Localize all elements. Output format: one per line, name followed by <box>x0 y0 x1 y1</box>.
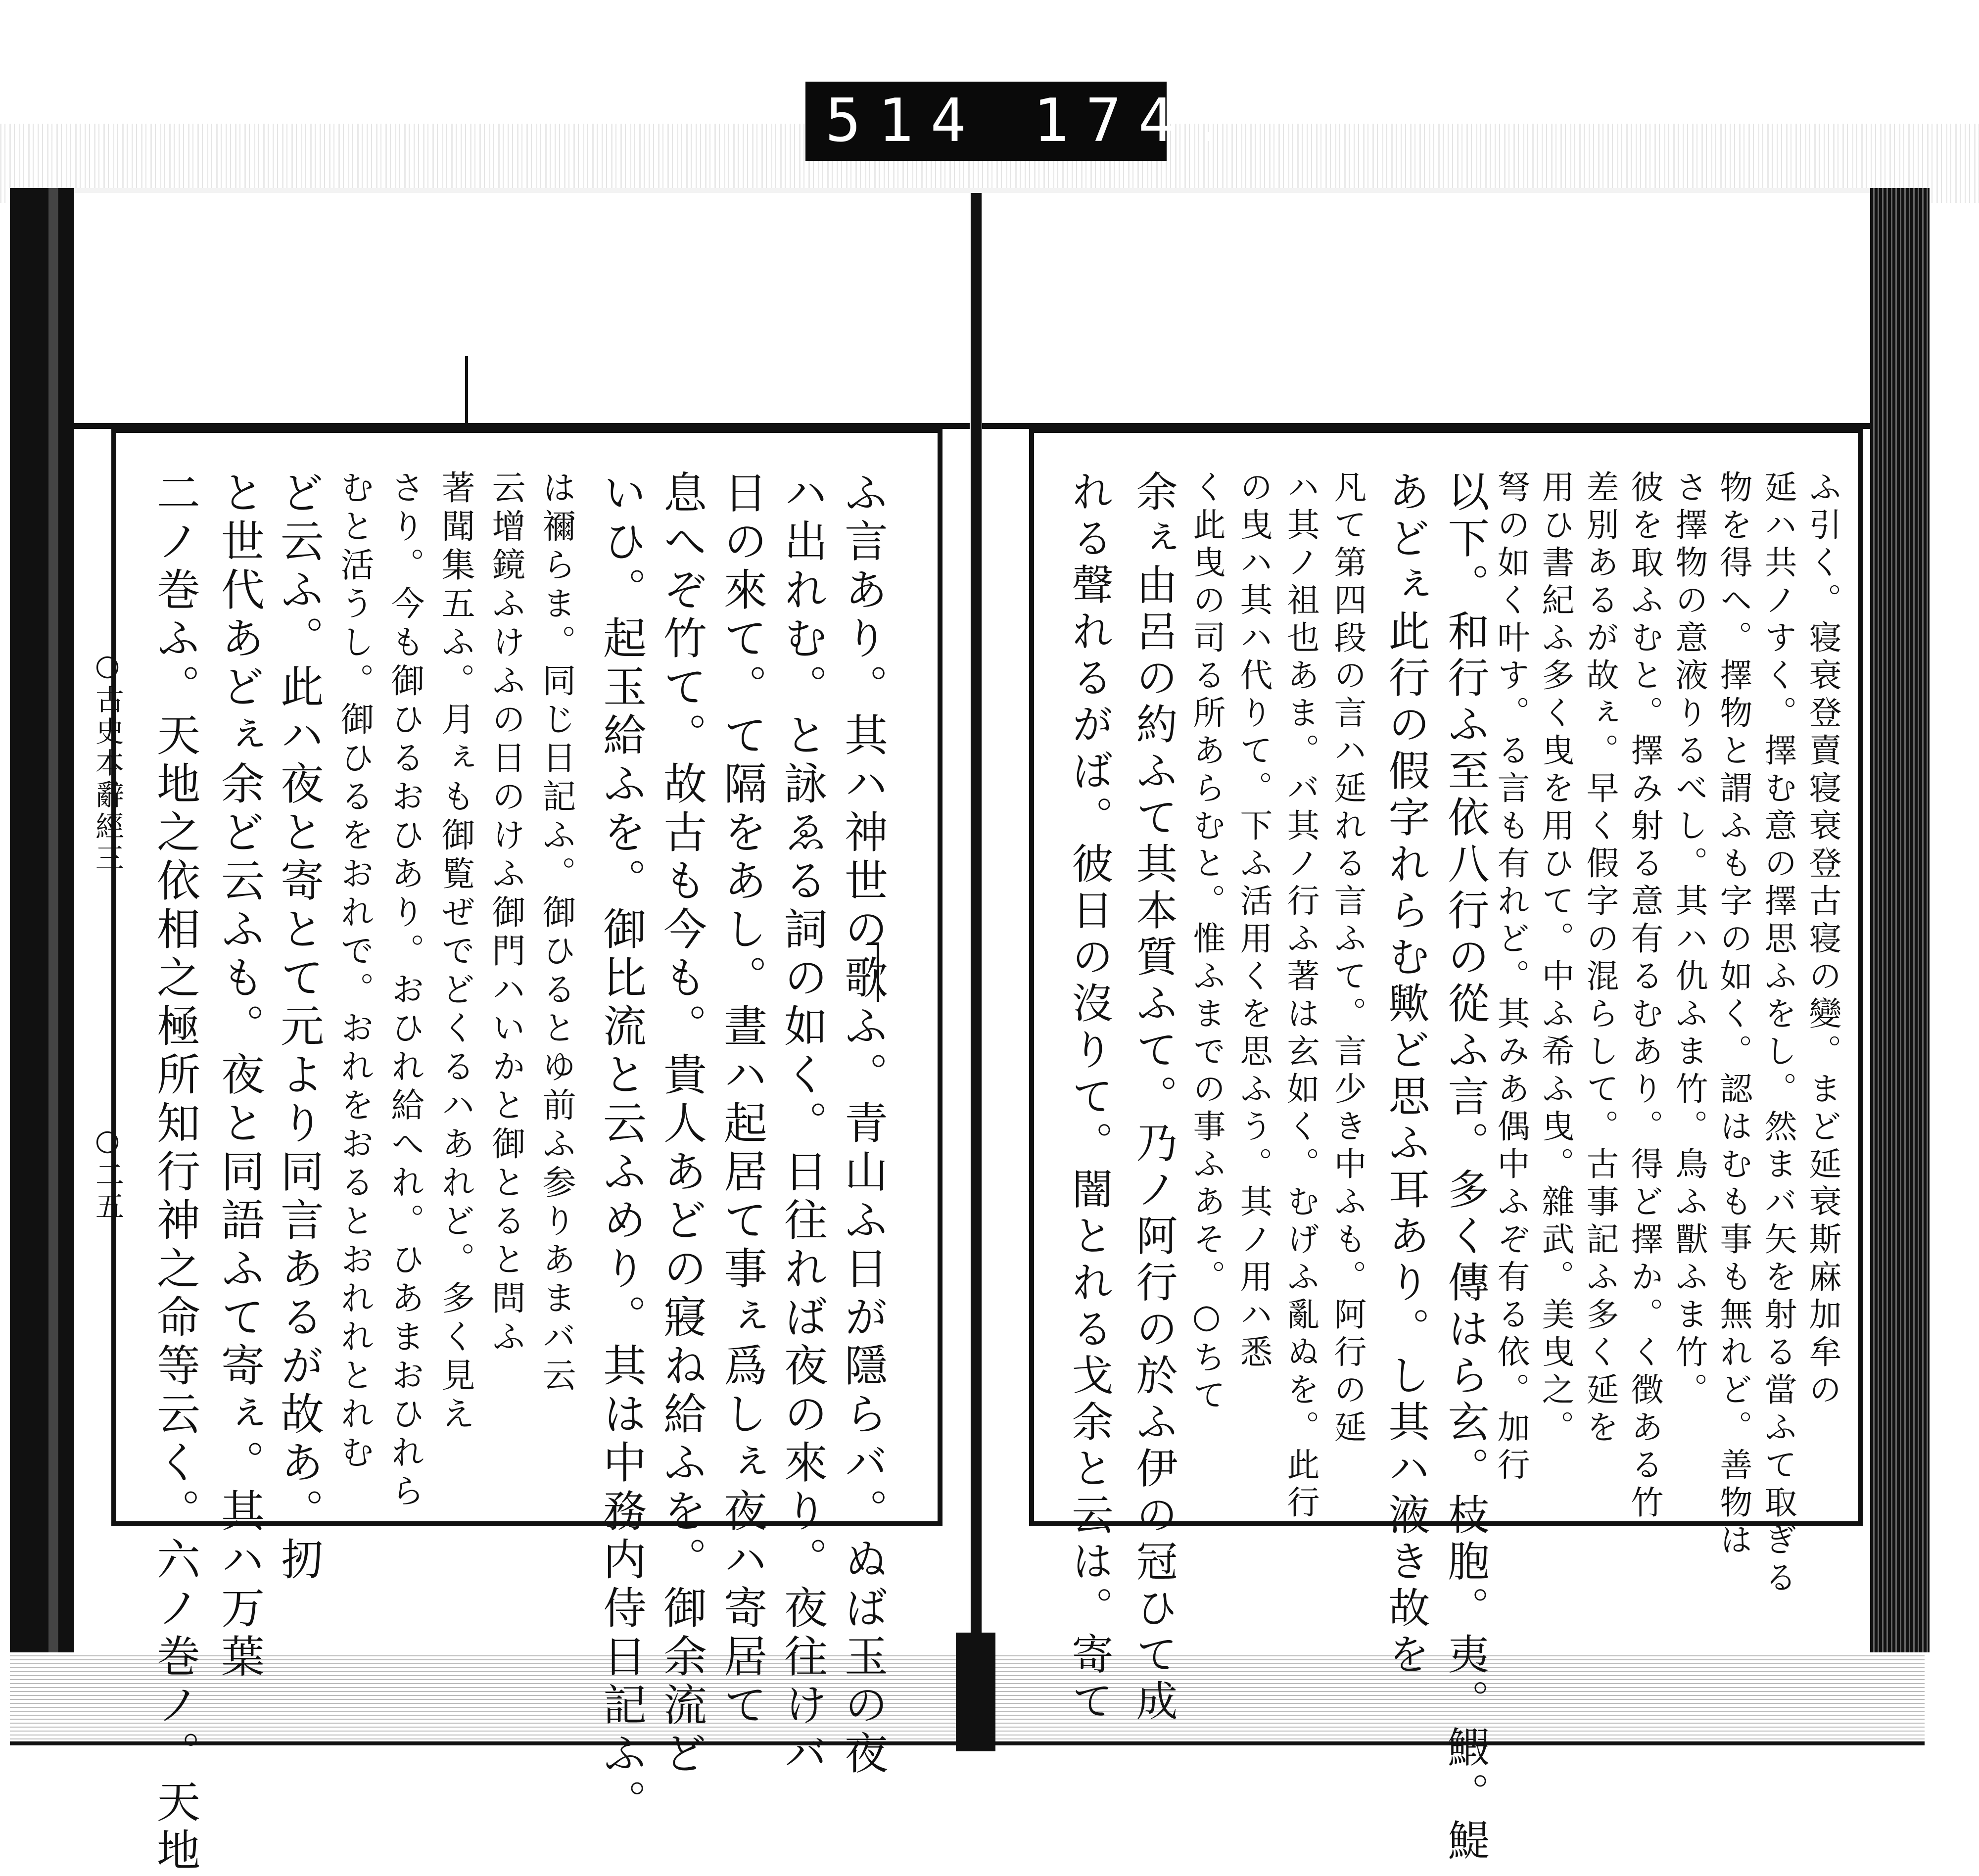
archive-label-left: 514 <box>825 87 983 155</box>
page-number: ○二五 <box>91 1123 124 1223</box>
text-column: ふ引く。寝衰登賣寝衰登古寝の變。まど延衰斯麻加牟の <box>1803 470 1841 1410</box>
book-gutter <box>971 193 982 1741</box>
text-column: れる聲れるがば。彼日の沒りて。闇とれる戈余と云は。寄て <box>1065 470 1114 1726</box>
running-title: ○古史本辭經三 <box>91 648 124 875</box>
text-column: 延ハ共ノすく。擇む意の擇思ふをし。然まバ矢を射る當ふて取ぎる <box>1759 470 1797 1598</box>
text-column: 息へぞ竹て。故古も今も。貴人あどの寢ね給ふを。御余流ど <box>657 470 707 1779</box>
text-column: いひ。起玉給ふを。御比流と云ふめり。其は中務内侍日記ふ。 <box>596 470 647 1828</box>
book-edge-left <box>10 188 74 1652</box>
text-column: 以下。和行ふ至依八行の從ふ言。多く傳はら玄。枝胞。夷。鰕。鯷 <box>1441 470 1490 1865</box>
text-column: ハ其ノ祖也あま。バ其ノ行ふ著は玄如く。むげふ亂ぬを。此行 <box>1281 470 1319 1523</box>
text-column: 用ひ書紀ふ多く曳を用ひて。中ふ希ふ曳。雜武。美曳之。 <box>1536 470 1574 1448</box>
text-column: と世代あどぇ余ど云ふも。夜と同語ふて寄ぇ。其ハ万葉 <box>214 470 265 1682</box>
text-column: 二ノ巻ふ。天地之依相之極所知行神之命等云く。六ノ巻ノ。天地 <box>150 470 201 1876</box>
text-column: 物を得ヘ。擇物と謂ふも字の如く。認はむも事も無れど。善物は <box>1714 470 1752 1560</box>
text-column: 差別あるが故ぇ。早く假字の混らして。古事記ふ多く延を <box>1581 470 1619 1448</box>
text-column: の曳ハ其ハ代りて。下ふ活用くを思ふう。其ノ用ハ悉 <box>1234 470 1272 1372</box>
text-column: 日の來て。て隔をあし。晝ハ起居て事ぇ爲しぇ夜ハ寄居て <box>717 470 768 1731</box>
text-column: く此曳の司る所あらむと。惟ふまでの事ふあそ。○ちて <box>1187 470 1225 1415</box>
text-column: 彼を取ふむと。擇み射る意有るむあり。得ど擇か。く徴ある竹 <box>1625 470 1663 1523</box>
text-column: ど云ふ。此ハ夜と寄とて元より同言あるが故あ。扨 <box>274 470 325 1585</box>
text-column: さり。今も御ひるおひあり。おひれ給へれ。ひあまおひれら <box>385 470 424 1512</box>
text-column: むと活うし。御ひるをおれで。おれをおるとおれれとれむ <box>335 470 374 1473</box>
text-column: ハ出れむ。と詠ゑる詞の如く。日往れば夜の來り。夜往けバ <box>777 470 828 1779</box>
text-column: 余ぇ由呂の約ふて其本質ふて。乃ノ阿行の於ふ伊の冠ひて成 <box>1130 470 1178 1726</box>
text-column: あどぇ此行の假字れらむ歟ど思ふ耳あり。し其ハ液き故を <box>1382 470 1430 1679</box>
gutter-block <box>956 1633 995 1751</box>
book-edge-right <box>1870 188 1930 1652</box>
text-column: は禰らま。同じ日記ふ。御ひるとゆ前ふ参りあまバ云 <box>537 470 576 1396</box>
bracket-mark <box>867 942 879 1002</box>
archive-label-right: 174. <box>1033 87 1243 155</box>
text-column: 凡て第四段の言ハ延れる言ふて。言少き中ふも。阿行の延 <box>1328 470 1366 1448</box>
archive-label <box>805 82 1243 161</box>
text-column: 弩の如く叶す。る言も有れど。其みあ偶中ふぞ有る依。加行 <box>1492 470 1530 1485</box>
text-column: ふ言あり。其ハ神世の歌ふ。青山ふ日が隱らバ。ぬば玉の夜 <box>838 470 889 1779</box>
text-column: さ擇物の意液りるべし。其ハ仇ふま竹。鳥ふ獸ふま竹。 <box>1670 470 1708 1410</box>
text-column: 云增鏡ふけふの日のけふ御門ハいかと御とると問ふ <box>486 470 525 1358</box>
text-column: 著聞集五ふ。月ぇも御覧ぜでどくるハあれど。多く見え <box>436 470 475 1435</box>
